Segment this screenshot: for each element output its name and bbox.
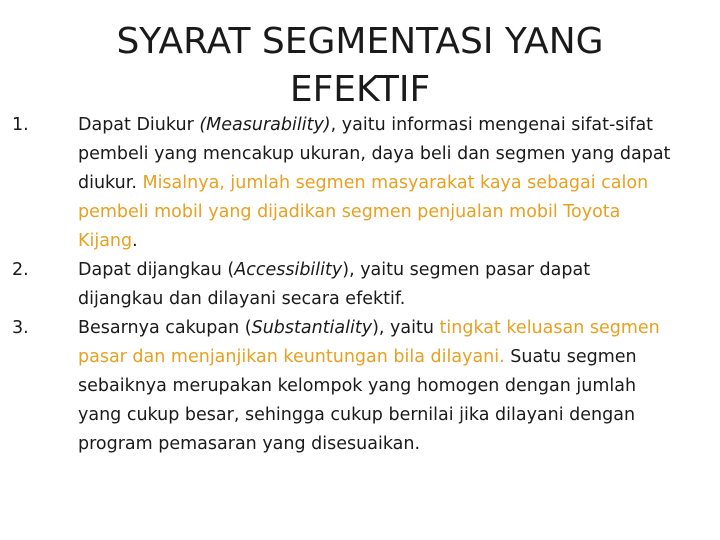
item-text: ), yaitu segmen pasar dapat dijangkau dan dilayani secara efektif. <box>78 260 591 309</box>
item-text: , yaitu informasi mengenai sifat-sifat pembeli yang mencakup ukuran, daya beli dan segmen yang dapat diukur. <box>78 115 671 193</box>
slide-title: SYARAT SEGMENTASI YANG EFEKTIF <box>116 21 604 110</box>
item-text: ), yaitu <box>372 318 440 338</box>
item-text: Dapat dijangkau ( <box>78 260 235 280</box>
item-term: Accessibility <box>234 260 343 280</box>
item-text: . <box>132 231 138 251</box>
item-term: (Measurability) <box>199 115 331 135</box>
item-text: Dapat Diukur <box>78 115 200 135</box>
list-item-measurability <box>12 111 672 256</box>
requirements-list <box>12 111 672 459</box>
item-text: Besarnya cakupan ( <box>78 318 252 338</box>
list-item-number: 2. <box>12 260 29 280</box>
item-term: Substantiality <box>251 318 373 338</box>
item-highlight: tingkat keluasan segmen pasar dan menjanjikan keuntungan bila dilayani. <box>78 318 660 367</box>
list-item-number: 1. <box>12 115 29 135</box>
item-text: Suatu segmen sebaiknya merupakan kelompok yang homogen dengan jumlah yang cukup besar, sehingga cukup bernilai jika dilayani dengan program pemasaran yang disesuaikan. <box>78 347 637 454</box>
list-item-number: 3. <box>12 318 29 338</box>
list-item-substantiality <box>12 314 672 459</box>
item-example-highlight: Misalnya, jumlah segmen masyarakat kaya sebagai calon pembeli mobil yang dijadikan segmen penjualan mobil Toyota Kijang <box>78 173 649 251</box>
list-item-accessibility <box>12 256 672 314</box>
